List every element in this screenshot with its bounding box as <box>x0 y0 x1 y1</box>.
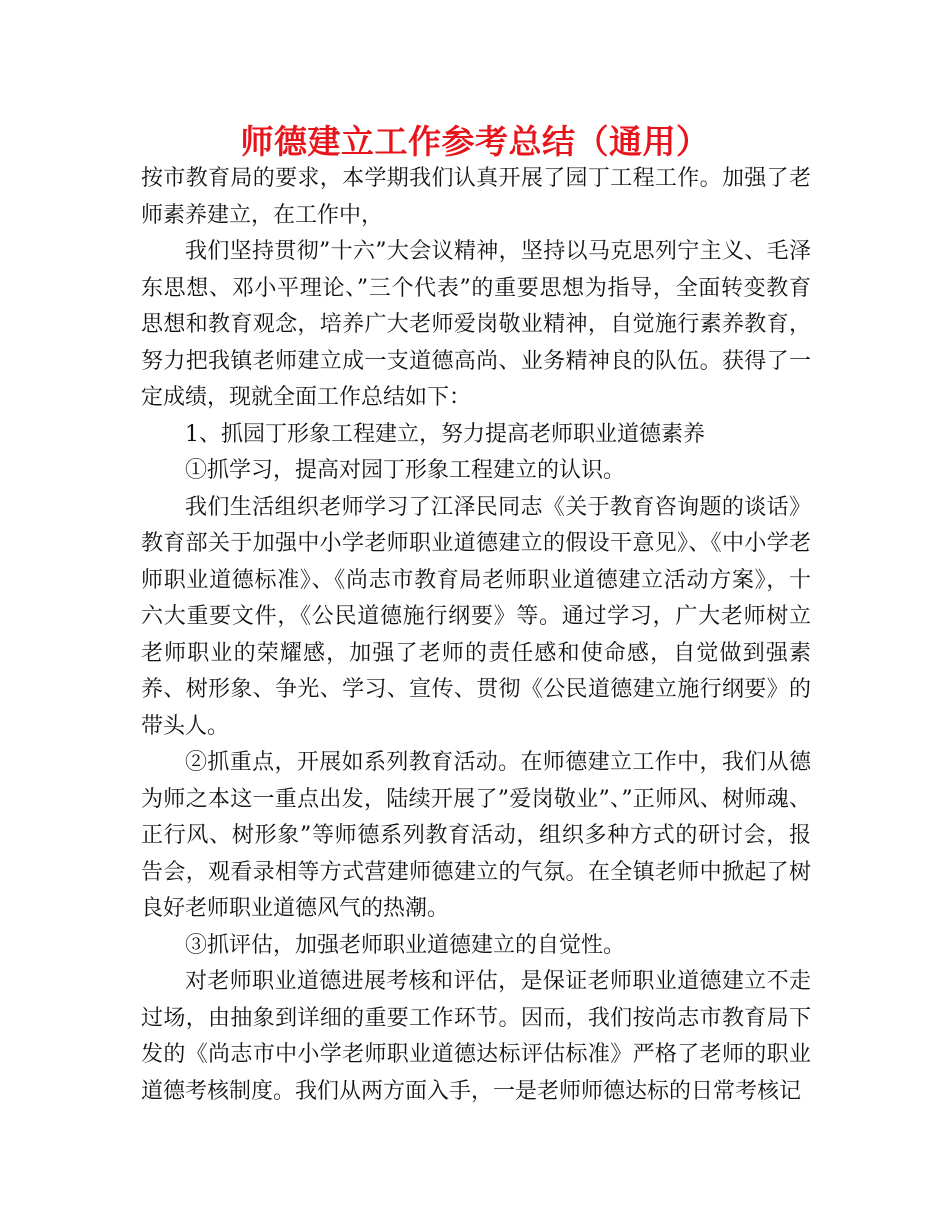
section-heading-1: 1、抓园丁形象工程建立，努力提高老师职业道德素养 <box>185 421 705 447</box>
subsection-heading-evaluation: ③抓评估，加强老师职业道德建立的自觉性。 <box>185 932 626 958</box>
paragraph-study: 我们生活组织老师学习了江泽民同志《关于教育咨询题的谈话》教育部关于加强中小学老师职业道德建立的假设干意见》、《中小学老师职业道德标准》、《尚志市教育局老师职业道德建立活动方案》，十六大重要文件，《公民道德施行纲要》等。通过学习，广大老师树立老师职业的荣耀感，加强了老师的责任感和使命感，自觉做到强素养、树形象、争光、学习、宣传、贯彻《公民道德建立施行纲要》的带头人。 <box>141 494 811 739</box>
paragraph-intro: 按市教育局的要求，本学期我们认真开展了园丁工程工作。加强了老师素养建立，在工作中， <box>141 166 811 228</box>
document-title: 师德建立工作参考总结（通用） <box>240 122 710 161</box>
paragraph-key-activities: ②抓重点，开展如系列教育活动。在师德建立工作中，我们从德为师之本这一重点出发，陆续开展了”爱岗敬业”、”正师风、树师魂、正行风、树形象”等师德系列教育活动，组织多种方式的研讨会，报告会，观看录相等方式营建师德建立的气氛。在全镇老师中掀起了树良好老师职业道德风气的热潮。 <box>141 750 811 921</box>
paragraph-evaluation: 对老师职业道德进展考核和评估，是保证老师职业道德建立不走过场，由抽象到详细的重要工作环节。因而，我们按尚志市教育局下发的《尚志市中小学老师职业道德达标评估标准》严格了老师的职业道德考核制度。我们从两方面入手，一是老师师德达标的日常考核记 <box>141 969 811 1104</box>
subsection-heading-study: ①抓学习，提高对园丁形象工程建立的认识。 <box>185 458 626 483</box>
paragraph-guiding-thought: 我们坚持贯彻”十六”大会议精神，坚持以马克思列宁主义、毛泽东思想、邓小平理论、”三个代表”的重要思想为指导，全面转变教育思想和教育观念，培养广大老师爱岗敬业精神，自觉施行素养教育，努力把我镇老师建立成一支道德高尚、业务精神良的队伍。获得了一定成绩，现就全面工作总结如下： <box>141 239 811 410</box>
document-body <box>141 161 811 1110</box>
